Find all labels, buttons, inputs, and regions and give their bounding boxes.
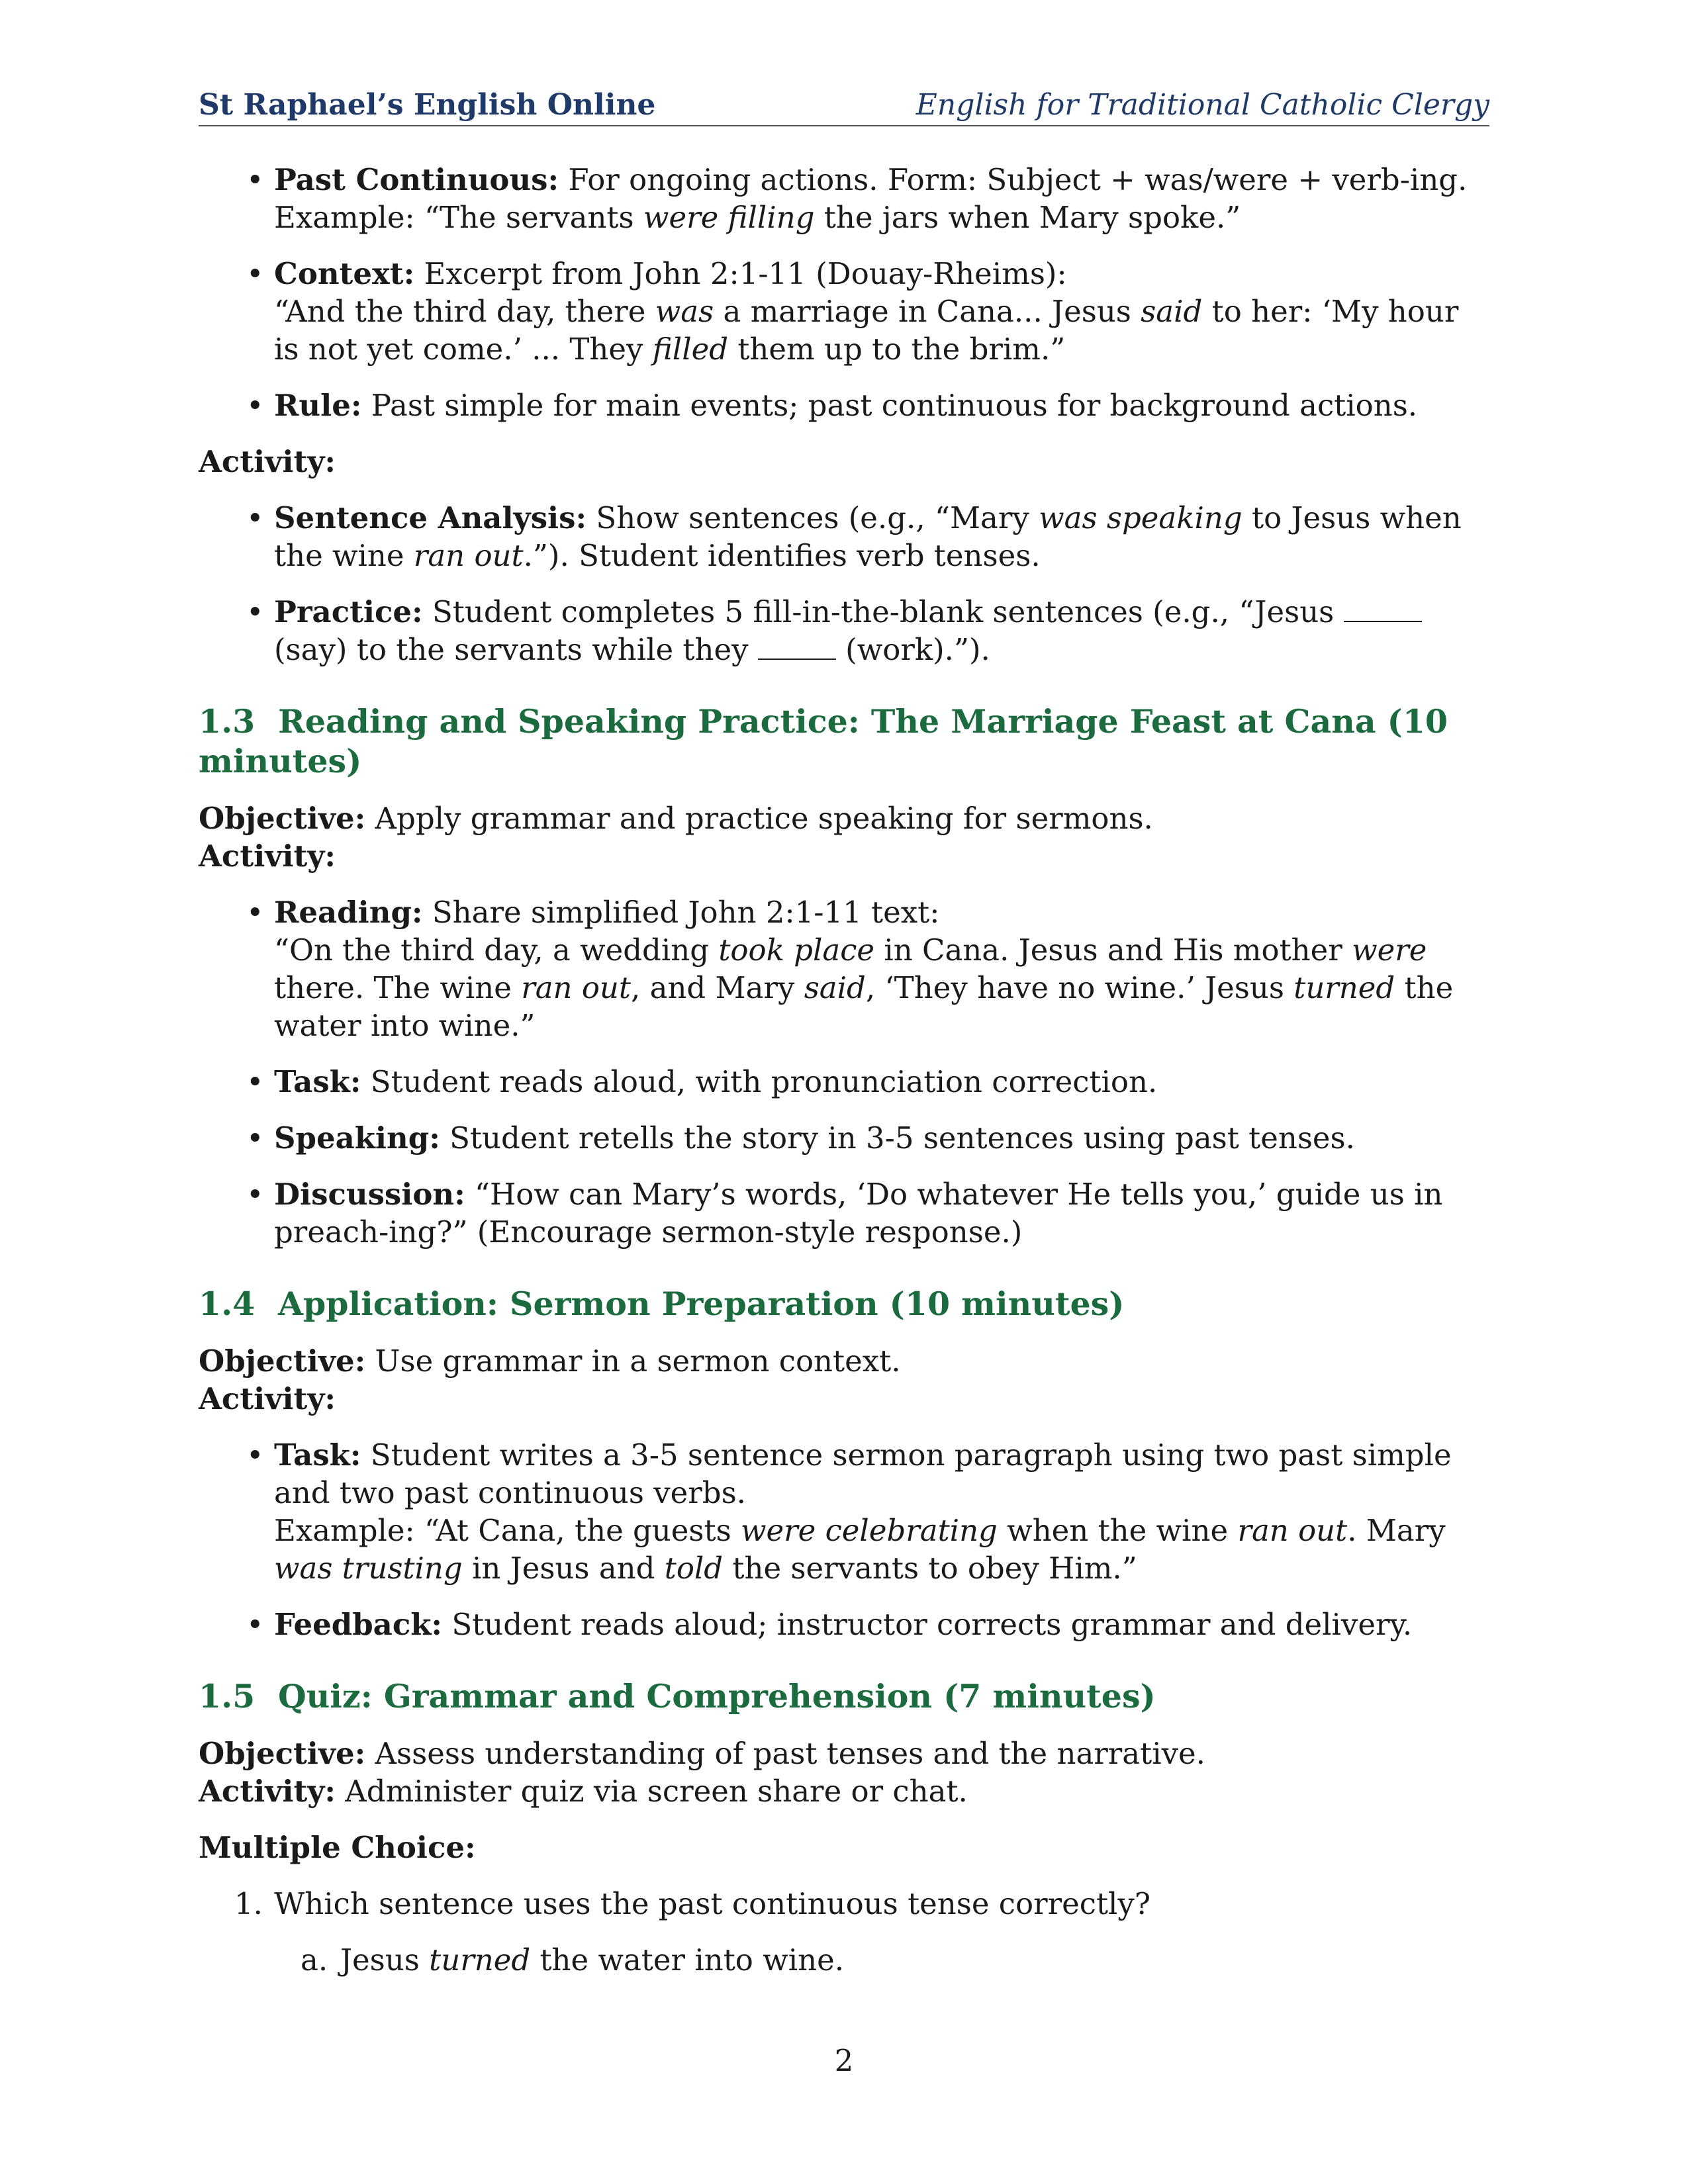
- quote-text: to her: ‘My hour is not yet come.’ ... They: [274, 294, 1459, 367]
- list-item: [274, 893, 1489, 1044]
- bullet-italic: ran out: [413, 538, 524, 573]
- question-text: Which sentence uses the past continuous tense correctly?: [274, 1886, 1150, 1921]
- activity-label: Activity:: [199, 1774, 336, 1809]
- section-title: Quiz: Grammar and Comprehension (7 minutes): [278, 1677, 1156, 1715]
- objective-text: Apply grammar and practice speaking for sermons.: [365, 801, 1153, 836]
- quote-italic: took place: [718, 933, 875, 968]
- quote-text: a marriage in Cana... Jesus: [714, 294, 1141, 329]
- bullet-label: Context:: [274, 256, 415, 291]
- bullet-text: .”). Student identifies verb tenses.: [523, 538, 1041, 573]
- bullet-label: Task:: [274, 1437, 361, 1473]
- section-heading-1-3: [199, 702, 1489, 781]
- option-italic: turned: [429, 1942, 531, 1978]
- example-text: the servants to obey Him.”: [723, 1551, 1137, 1586]
- bullet-text: Share simplified John 2:1-11 text:: [422, 895, 940, 930]
- example-text: the jars when Mary spoke.”: [814, 200, 1241, 235]
- example-text: Example: “At Cana, the guests: [274, 1513, 741, 1548]
- activity-text: Administer quiz via screen share or chat.: [335, 1774, 968, 1809]
- objective-text: Use grammar in a sermon context.: [365, 1343, 901, 1379]
- activity-heading: [199, 1380, 1489, 1418]
- example-paragraph: [274, 1513, 1446, 1586]
- example-text: Example: “The servants: [274, 200, 643, 235]
- quote-italic: filled: [652, 332, 729, 367]
- fill-blank: [1344, 594, 1422, 622]
- example-italic: told: [664, 1551, 724, 1586]
- section-number: 1.3: [199, 702, 256, 741]
- bullet-text: Student writes a 3-5 sentence sermon paragraph using two past simple and two past continuous verbs.: [274, 1437, 1452, 1510]
- quiz-question: [234, 1885, 1489, 1979]
- bullet-label: Sentence Analysis:: [274, 500, 587, 535]
- bullet-label: Reading:: [274, 895, 423, 930]
- bullet-label: Past Continuous:: [274, 162, 559, 197]
- bullet-text: Student retells the story in 3-5 sentences using past tenses.: [440, 1120, 1355, 1156]
- list-item: [274, 1063, 1489, 1101]
- quotation: [274, 294, 1458, 367]
- multiple-choice-label: Multiple Choice:: [199, 1830, 476, 1865]
- bullet-text: (work).”).: [835, 632, 990, 667]
- quote-italic: ran out: [521, 970, 632, 1005]
- fill-blank: [758, 632, 836, 660]
- bullet-text: Show sentences (e.g., “Mary: [586, 500, 1039, 535]
- example-italic: were filling: [643, 200, 815, 235]
- bullet-text: Student completes 5 fill-in-the-blank sentences (e.g., “Jesus: [422, 594, 1344, 629]
- list-item: [274, 255, 1489, 368]
- bullet-label: Discussion:: [274, 1177, 465, 1212]
- answer-option: [301, 1941, 1489, 1979]
- quote-text: “On the third day, a wedding: [274, 933, 719, 968]
- quote-text: them up to the brim.”: [728, 332, 1066, 367]
- quote-text: , ‘They have no wine.’ Jesus: [865, 970, 1294, 1005]
- quote-italic: turned: [1293, 970, 1395, 1005]
- activity-heading: [199, 837, 1489, 875]
- option-text: Jesus: [340, 1942, 430, 1978]
- bullet-label: Practice:: [274, 594, 423, 629]
- objective-label: Objective:: [199, 801, 366, 836]
- list-item: [274, 1606, 1489, 1643]
- bullet-text: Past simple for main events; past continuous for background actions.: [361, 388, 1418, 423]
- section-heading-1-4: [199, 1284, 1489, 1324]
- section-title: Reading and Speaking Practice: The Marriage Feast at Cana (10 minutes): [199, 702, 1448, 780]
- bullet-label: Feedback:: [274, 1607, 443, 1642]
- example-text: in Jesus and: [462, 1551, 665, 1586]
- activity-label: Activity:: [199, 444, 336, 479]
- bullet-text: Student reads aloud, with pronunciation correction.: [361, 1064, 1158, 1099]
- activity-label: Activity:: [199, 1381, 336, 1416]
- bullet-label: Speaking:: [274, 1120, 440, 1156]
- answer-options: [274, 1941, 1489, 1979]
- activity-label: Activity:: [199, 839, 336, 874]
- list-item: [274, 161, 1489, 236]
- bullet-text: (say) to the servants while they: [274, 632, 758, 667]
- document-page: [199, 86, 1489, 2158]
- example-italic: was trusting: [274, 1551, 463, 1586]
- quote-text: in Cana. Jesus and His mother: [874, 933, 1352, 968]
- intro-bullet-list: [199, 161, 1489, 424]
- bullet-text: “How can Mary’s words, ‘Do whatever He tells you,’ guide us in preach-ing?” (Encourage sermon-style response.): [274, 1177, 1443, 1250]
- bullet-text: For ongoing actions. Form: Subject + was/were + verb-ing.: [559, 162, 1468, 197]
- quote-text: , and Mary: [631, 970, 804, 1005]
- example-text: when the wine: [997, 1513, 1238, 1548]
- list-item: [274, 1175, 1489, 1251]
- quote-italic: was: [655, 294, 714, 329]
- bullet-text: Excerpt from John 2:1-11 (Douay-Rheims):: [414, 256, 1067, 291]
- section-title: Application: Sermon Preparation (10 minutes): [278, 1285, 1125, 1323]
- header-course-title: English for Traditional Catholic Clergy: [915, 88, 1489, 122]
- example-italic: ran out: [1237, 1513, 1348, 1548]
- list-item: [274, 1119, 1489, 1157]
- option-letter: a.: [301, 1942, 328, 1978]
- list-item: [274, 499, 1489, 574]
- bullet-label: Rule:: [274, 388, 362, 423]
- quote-italic: were: [1352, 933, 1427, 968]
- bullet-text: to Jesus when the wine: [274, 500, 1462, 573]
- list-item: [274, 1436, 1489, 1587]
- quote-text: the water into wine.”: [274, 970, 1454, 1043]
- page-number: 2: [834, 2043, 854, 2078]
- quote-text: there. The wine: [274, 970, 522, 1005]
- question-number: 1.: [234, 1886, 263, 1921]
- objective-line: [199, 1342, 1489, 1380]
- example-italic: were celebrating: [741, 1513, 998, 1548]
- objective-line: [199, 1735, 1489, 1772]
- section-heading-1-5: [199, 1676, 1489, 1716]
- multiple-choice-heading: [199, 1829, 1489, 1866]
- list-item: [274, 593, 1489, 668]
- activity-bullet-list: [199, 499, 1489, 668]
- objective-label: Objective:: [199, 1343, 366, 1379]
- section-number: 1.4: [199, 1285, 256, 1323]
- header-site-name: St Raphael’s English Online: [199, 88, 656, 122]
- activity-heading: [199, 443, 1489, 480]
- quote-italic: said: [1141, 294, 1203, 329]
- bullet-italic: was speaking: [1039, 500, 1243, 535]
- example-text: . Mary: [1347, 1513, 1446, 1548]
- objective-line: [199, 799, 1489, 837]
- quote-text: “And the third day, there: [274, 294, 655, 329]
- section-1-3-list: [199, 893, 1489, 1251]
- running-header: [199, 86, 1489, 126]
- bullet-text: Student reads aloud; instructor corrects grammar and delivery.: [442, 1607, 1413, 1642]
- option-text: the water into wine.: [530, 1942, 845, 1978]
- objective-label: Objective:: [199, 1736, 366, 1771]
- activity-line: [199, 1772, 1489, 1810]
- objective-text: Assess understanding of past tenses and the narrative.: [365, 1736, 1205, 1771]
- quote-italic: said: [804, 970, 866, 1005]
- quotation: [274, 933, 1453, 1043]
- section-1-4-list: [199, 1436, 1489, 1643]
- quiz-question-list: [199, 1885, 1489, 1979]
- section-number: 1.5: [199, 1677, 256, 1715]
- bullet-label: Task:: [274, 1064, 361, 1099]
- list-item: [274, 387, 1489, 424]
